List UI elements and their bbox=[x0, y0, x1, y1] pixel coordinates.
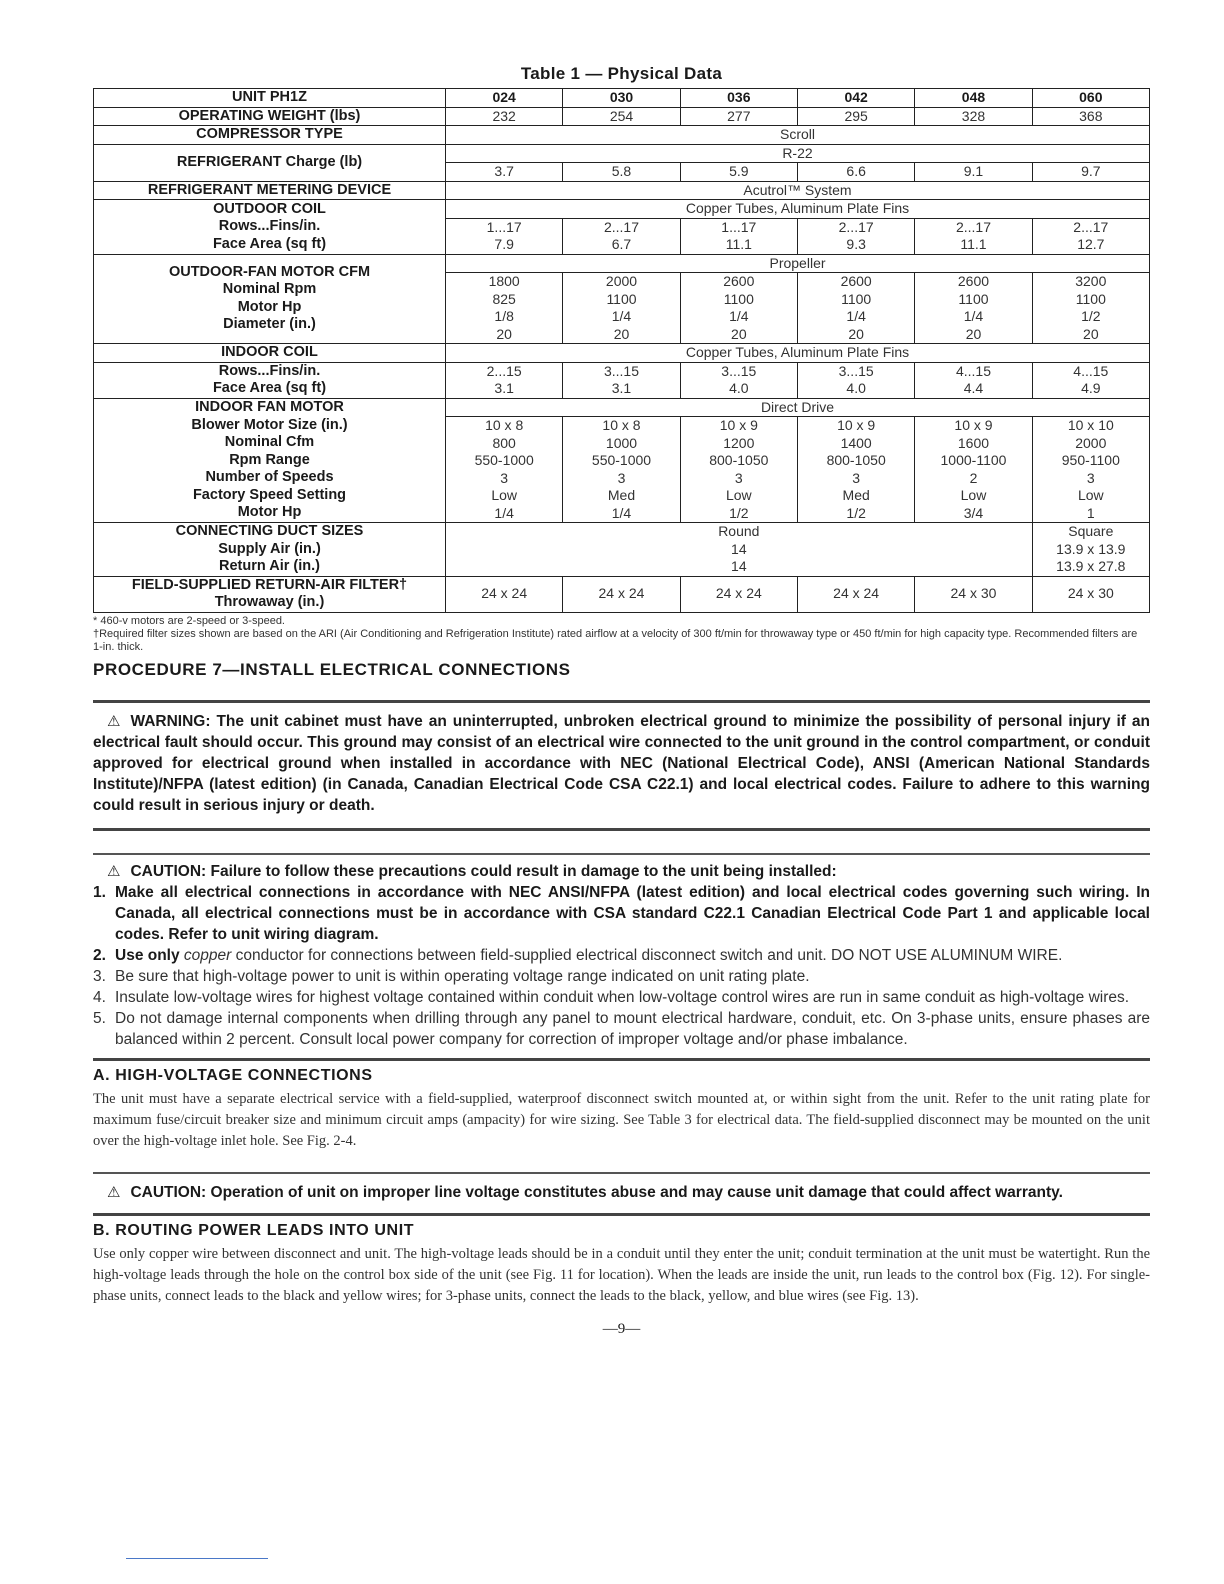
row-label bbox=[94, 200, 446, 255]
table-cell: 24 x 24 bbox=[797, 576, 914, 612]
table-cell: Propeller bbox=[446, 254, 1150, 273]
indoor-coil-values-row bbox=[94, 362, 1150, 398]
table-cell: 277 bbox=[680, 107, 797, 126]
section-b-title: B. ROUTING POWER LEADS INTO UNIT bbox=[93, 1221, 415, 1239]
list-item: 3. Be sure that high-voltage power to unit is within operating voltage range indicated on unit rating plate. bbox=[93, 967, 810, 985]
row-label-line: OUTDOOR-FAN MOTOR CFM bbox=[168, 263, 371, 280]
unit-060: 060 bbox=[1032, 89, 1149, 108]
row-label: INDOOR COIL bbox=[94, 344, 446, 363]
row-label-line: Rpm Range bbox=[229, 451, 310, 468]
caution-box bbox=[93, 855, 1150, 1058]
row-label-line: Blower Motor Size (in.) bbox=[191, 416, 348, 433]
unit-024: 024 bbox=[446, 89, 563, 108]
row-label-line: Supply Air (in.) bbox=[218, 540, 321, 557]
table-cell: 3200 1100 1/2 20 bbox=[1032, 273, 1149, 344]
table-cell: 2600 1100 1/4 20 bbox=[915, 273, 1032, 344]
outdoor-fan-row bbox=[94, 254, 1150, 273]
table-cell: Square 13.9 x 13.9 13.9 x 27.8 bbox=[1032, 523, 1149, 577]
row-label: COMPRESSOR TYPE bbox=[94, 126, 446, 145]
table-cell: 10 x 9 1600 1000-1100 2 Low 3/4 bbox=[915, 417, 1032, 523]
row-label bbox=[94, 362, 446, 398]
page-number: —9— bbox=[602, 1320, 641, 1337]
table-cell: 3...15 4.0 bbox=[797, 362, 914, 398]
row-label-line: CONNECTING DUCT SIZES bbox=[175, 523, 364, 539]
unit-048: 048 bbox=[915, 89, 1032, 108]
table-cell: 2000 1100 1/4 20 bbox=[563, 273, 680, 344]
table-cell: 10 x 8 800 550-1000 3 Low 1/4 bbox=[446, 417, 563, 523]
metering-row bbox=[94, 181, 1150, 200]
row-label-line: FIELD-SUPPLIED RETURN-AIR FILTER† bbox=[131, 576, 408, 593]
table-cell: Scroll bbox=[446, 126, 1150, 145]
footnote: †Required filter sizes shown are based on the ARI (Air Conditioning and Refrigeration Institute) rated airflow at a velocity of 300 ft/min for throwaway type or 450 ft/min for high capacity type. Recommended filters are 1-in. thick. bbox=[93, 627, 1138, 653]
divider bbox=[93, 828, 1150, 831]
table-header-row bbox=[94, 89, 1150, 108]
table-cell: Acutrol™ System bbox=[446, 181, 1150, 200]
section-a-title: A. HIGH-VOLTAGE CONNECTIONS bbox=[93, 1066, 373, 1084]
table-cell: 5.8 bbox=[563, 163, 680, 182]
warning-box bbox=[93, 703, 1150, 828]
caution-icon: ⚠ bbox=[107, 862, 121, 880]
table-cell: 3.7 bbox=[446, 163, 563, 182]
table-cell: 6.6 bbox=[797, 163, 914, 182]
header-label: UNIT PH1Z bbox=[94, 89, 446, 108]
table-cell: 24 x 24 bbox=[680, 576, 797, 612]
table-cell: 24 x 30 bbox=[1032, 576, 1149, 612]
table-cell: 2...17 12.7 bbox=[1032, 218, 1149, 254]
row-label: REFRIGERANT Charge (lb) bbox=[94, 144, 446, 181]
table-title: Table 1 — Physical Data bbox=[520, 64, 723, 83]
table-cell: 2...17 11.1 bbox=[915, 218, 1032, 254]
list-item: 4. Insulate low-voltage wires for highest voltage contained within conduit when low-voltage control wires are run in same conduit as high-voltage wires. bbox=[93, 988, 1130, 1006]
row-label bbox=[94, 254, 446, 344]
table-cell: 24 x 24 bbox=[446, 576, 563, 612]
physical-data-table bbox=[93, 88, 1150, 613]
row-label-line: OUTDOOR COIL bbox=[213, 200, 326, 217]
table-cell: 368 bbox=[1032, 107, 1149, 126]
unit-042: 042 bbox=[797, 89, 914, 108]
row-label-line: Throwaway (in.) bbox=[214, 594, 325, 610]
caution-icon: ⚠ bbox=[107, 1183, 121, 1201]
section-b-body: Use only copper wire between disconnect and unit. The high-voltage leads should be in a conduit until they enter the unit; conduit termination at the unit must be watertight. Run the high-voltage leads through the hole on the control box side of the unit (see Fig. 11 for location). When the leads are inside the unit, run leads to the control box (Fig. 12). For single-phase units, connect leads to the black and yellow wires; for 3-phase units, connect the leads to the black, yellow, and blue wires (see Fig. 13). bbox=[93, 1245, 1150, 1304]
caution-text: CAUTION: Operation of unit on improper line voltage constitutes abuse and may cause unit damage that could affect warranty. bbox=[130, 1183, 1063, 1201]
caution-title: ⚠ CAUTION: Failure to follow these precautions could result in damage to the unit being installed: bbox=[107, 862, 837, 880]
table-cell: 10 x 8 1000 550-1000 3 Med 1/4 bbox=[563, 417, 680, 523]
row-label-line: Factory Speed Setting bbox=[192, 486, 347, 503]
table-cell: 2...15 3.1 bbox=[446, 362, 563, 398]
document-page bbox=[93, 64, 1150, 1338]
table-cell: Copper Tubes, Aluminum Plate Fins bbox=[446, 344, 1150, 363]
table-cell: 10 x 9 1200 800-1050 3 Low 1/2 bbox=[680, 417, 797, 523]
table-cell: 3...15 4.0 bbox=[680, 362, 797, 398]
table-cell: 295 bbox=[797, 107, 914, 126]
row-label-line: Face Area (sq ft) bbox=[212, 380, 327, 396]
row-label bbox=[94, 576, 446, 612]
row-label bbox=[94, 523, 446, 577]
row-label-line: Diameter (in.) bbox=[223, 316, 316, 333]
table-cell: 2...17 9.3 bbox=[797, 218, 914, 254]
table-cell: 1800 825 1/8 20 bbox=[446, 273, 563, 344]
table-cell: 9.1 bbox=[915, 163, 1032, 182]
row-label: REFRIGERANT METERING DEVICE bbox=[94, 181, 446, 200]
indoor-coil-row bbox=[94, 344, 1150, 363]
row-label-line: Face Area (sq ft) bbox=[212, 235, 327, 252]
row-label-line: Motor Hp bbox=[237, 298, 302, 315]
row-label-line: Rows...Fins/in. bbox=[218, 362, 321, 379]
section-a-body: The unit must have a separate electrical service with a field-supplied, waterproof disconnect switch mounted at, or within sight from the unit. Refer to the unit rating plate for maximum fuse/circuit breaker size and minimum circuit amps (ampacity) for wire sizing. See Table 3 for electrical data. The field-supplied disconnect may be mounted on the unit over the high-voltage inlet hole. See Fig. 2-4. bbox=[93, 1090, 1150, 1149]
table-cell: R-22 bbox=[446, 144, 1150, 163]
row-label-line: Return Air (in.) bbox=[219, 558, 320, 574]
table-cell: 24 x 24 bbox=[563, 576, 680, 612]
table-cell: 5.9 bbox=[680, 163, 797, 182]
unit-036: 036 bbox=[680, 89, 797, 108]
list-item: 2. Use only copper conductor for connections between field-supplied electrical disconnect switch and unit. DO NOT USE ALUMINUM WIRE. bbox=[93, 946, 1063, 964]
table-cell: 232 bbox=[446, 107, 563, 126]
table-cell: 9.7 bbox=[1032, 163, 1149, 182]
row-label-line: Nominal Cfm bbox=[224, 434, 315, 450]
table-cell: Round 14 14 bbox=[446, 523, 1033, 577]
row-label: OPERATING WEIGHT (lbs) bbox=[94, 107, 446, 126]
table-cell: Direct Drive bbox=[446, 398, 1150, 417]
divider bbox=[93, 1058, 1150, 1061]
row-label-line: INDOOR FAN MOTOR bbox=[195, 399, 344, 415]
table-cell: 328 bbox=[915, 107, 1032, 126]
caution-box-2 bbox=[93, 1174, 1150, 1213]
table-cell: 254 bbox=[563, 107, 680, 126]
outdoor-coil-row bbox=[94, 200, 1150, 219]
table-cell: 2...17 6.7 bbox=[563, 218, 680, 254]
duct-sizes-row bbox=[94, 523, 1150, 577]
indoor-fan-row bbox=[94, 398, 1150, 417]
table-cell: 4...15 4.4 bbox=[915, 362, 1032, 398]
caution-list bbox=[93, 882, 1150, 1050]
table-cell: 2600 1100 1/4 20 bbox=[680, 273, 797, 344]
footer-line bbox=[126, 1558, 268, 1559]
filter-row bbox=[94, 576, 1150, 612]
row-label-line: Motor Hp bbox=[237, 504, 302, 520]
table-cell: 4...15 4.9 bbox=[1032, 362, 1149, 398]
refrigerant-row bbox=[94, 144, 1150, 163]
table-footnotes bbox=[93, 615, 1150, 654]
table-cell: 1...17 11.1 bbox=[680, 218, 797, 254]
operating-weight-row bbox=[94, 107, 1150, 126]
table-cell: 24 x 30 bbox=[915, 576, 1032, 612]
table-cell: 1...17 7.9 bbox=[446, 218, 563, 254]
table-cell: 10 x 9 1400 800-1050 3 Med 1/2 bbox=[797, 417, 914, 523]
unit-030: 030 bbox=[563, 89, 680, 108]
warning-text: WARNING: The unit cabinet must have an uninterrupted, unbroken electrical ground to minimize the possibility of personal injury if an electrical fault should occur. This ground may consist of an electrical wire connected to the unit ground in the control compartment, or conduit approved for electrical ground when installed in accordance with NEC (National Electrical Code), ANSI (American National Standards Institute)/NFPA (latest edition) (in Canada, Canadian Electrical Code CSA C22.1) and local electrical codes. Failure to adhere to this warning could result in serious injury or death. bbox=[93, 712, 1150, 814]
row-label bbox=[94, 398, 446, 523]
warning-icon: ⚠ bbox=[107, 712, 121, 730]
divider bbox=[93, 1213, 1150, 1216]
footnote: * 460-v motors are 2-speed or 3-speed. bbox=[93, 614, 285, 627]
table-cell: Copper Tubes, Aluminum Plate Fins bbox=[446, 200, 1150, 219]
list-item: 1. Make all electrical connections in accordance with NEC ANSI/NFPA (latest edition) and local electrical codes governing such wiring. In Canada, all electrical connections must be in accordance with CSA standard C22.1 Canadian Electrical Code Part 1 and applicable local codes. Refer to unit wiring diagram. bbox=[93, 883, 1150, 943]
table-cell: 10 x 10 2000 950-1100 3 Low 1 bbox=[1032, 417, 1149, 523]
row-label-line: Rows...Fins/in. bbox=[218, 218, 321, 234]
procedure-title: PROCEDURE 7—INSTALL ELECTRICAL CONNECTIONS bbox=[93, 659, 571, 679]
compressor-row bbox=[94, 126, 1150, 145]
list-item: 5. Do not damage internal components when drilling through any panel to mount electrical hardware, conduit, etc. On 3-phase units, ensure phases are balanced within 2 percent. Consult local power company for correction of improper voltage and/or phase imbalance. bbox=[93, 1009, 1150, 1048]
row-label-line: Nominal Rpm bbox=[222, 281, 317, 298]
table-cell: 2600 1100 1/4 20 bbox=[797, 273, 914, 344]
row-label-line: Number of Speeds bbox=[205, 469, 334, 485]
table-cell: 3...15 3.1 bbox=[563, 362, 680, 398]
